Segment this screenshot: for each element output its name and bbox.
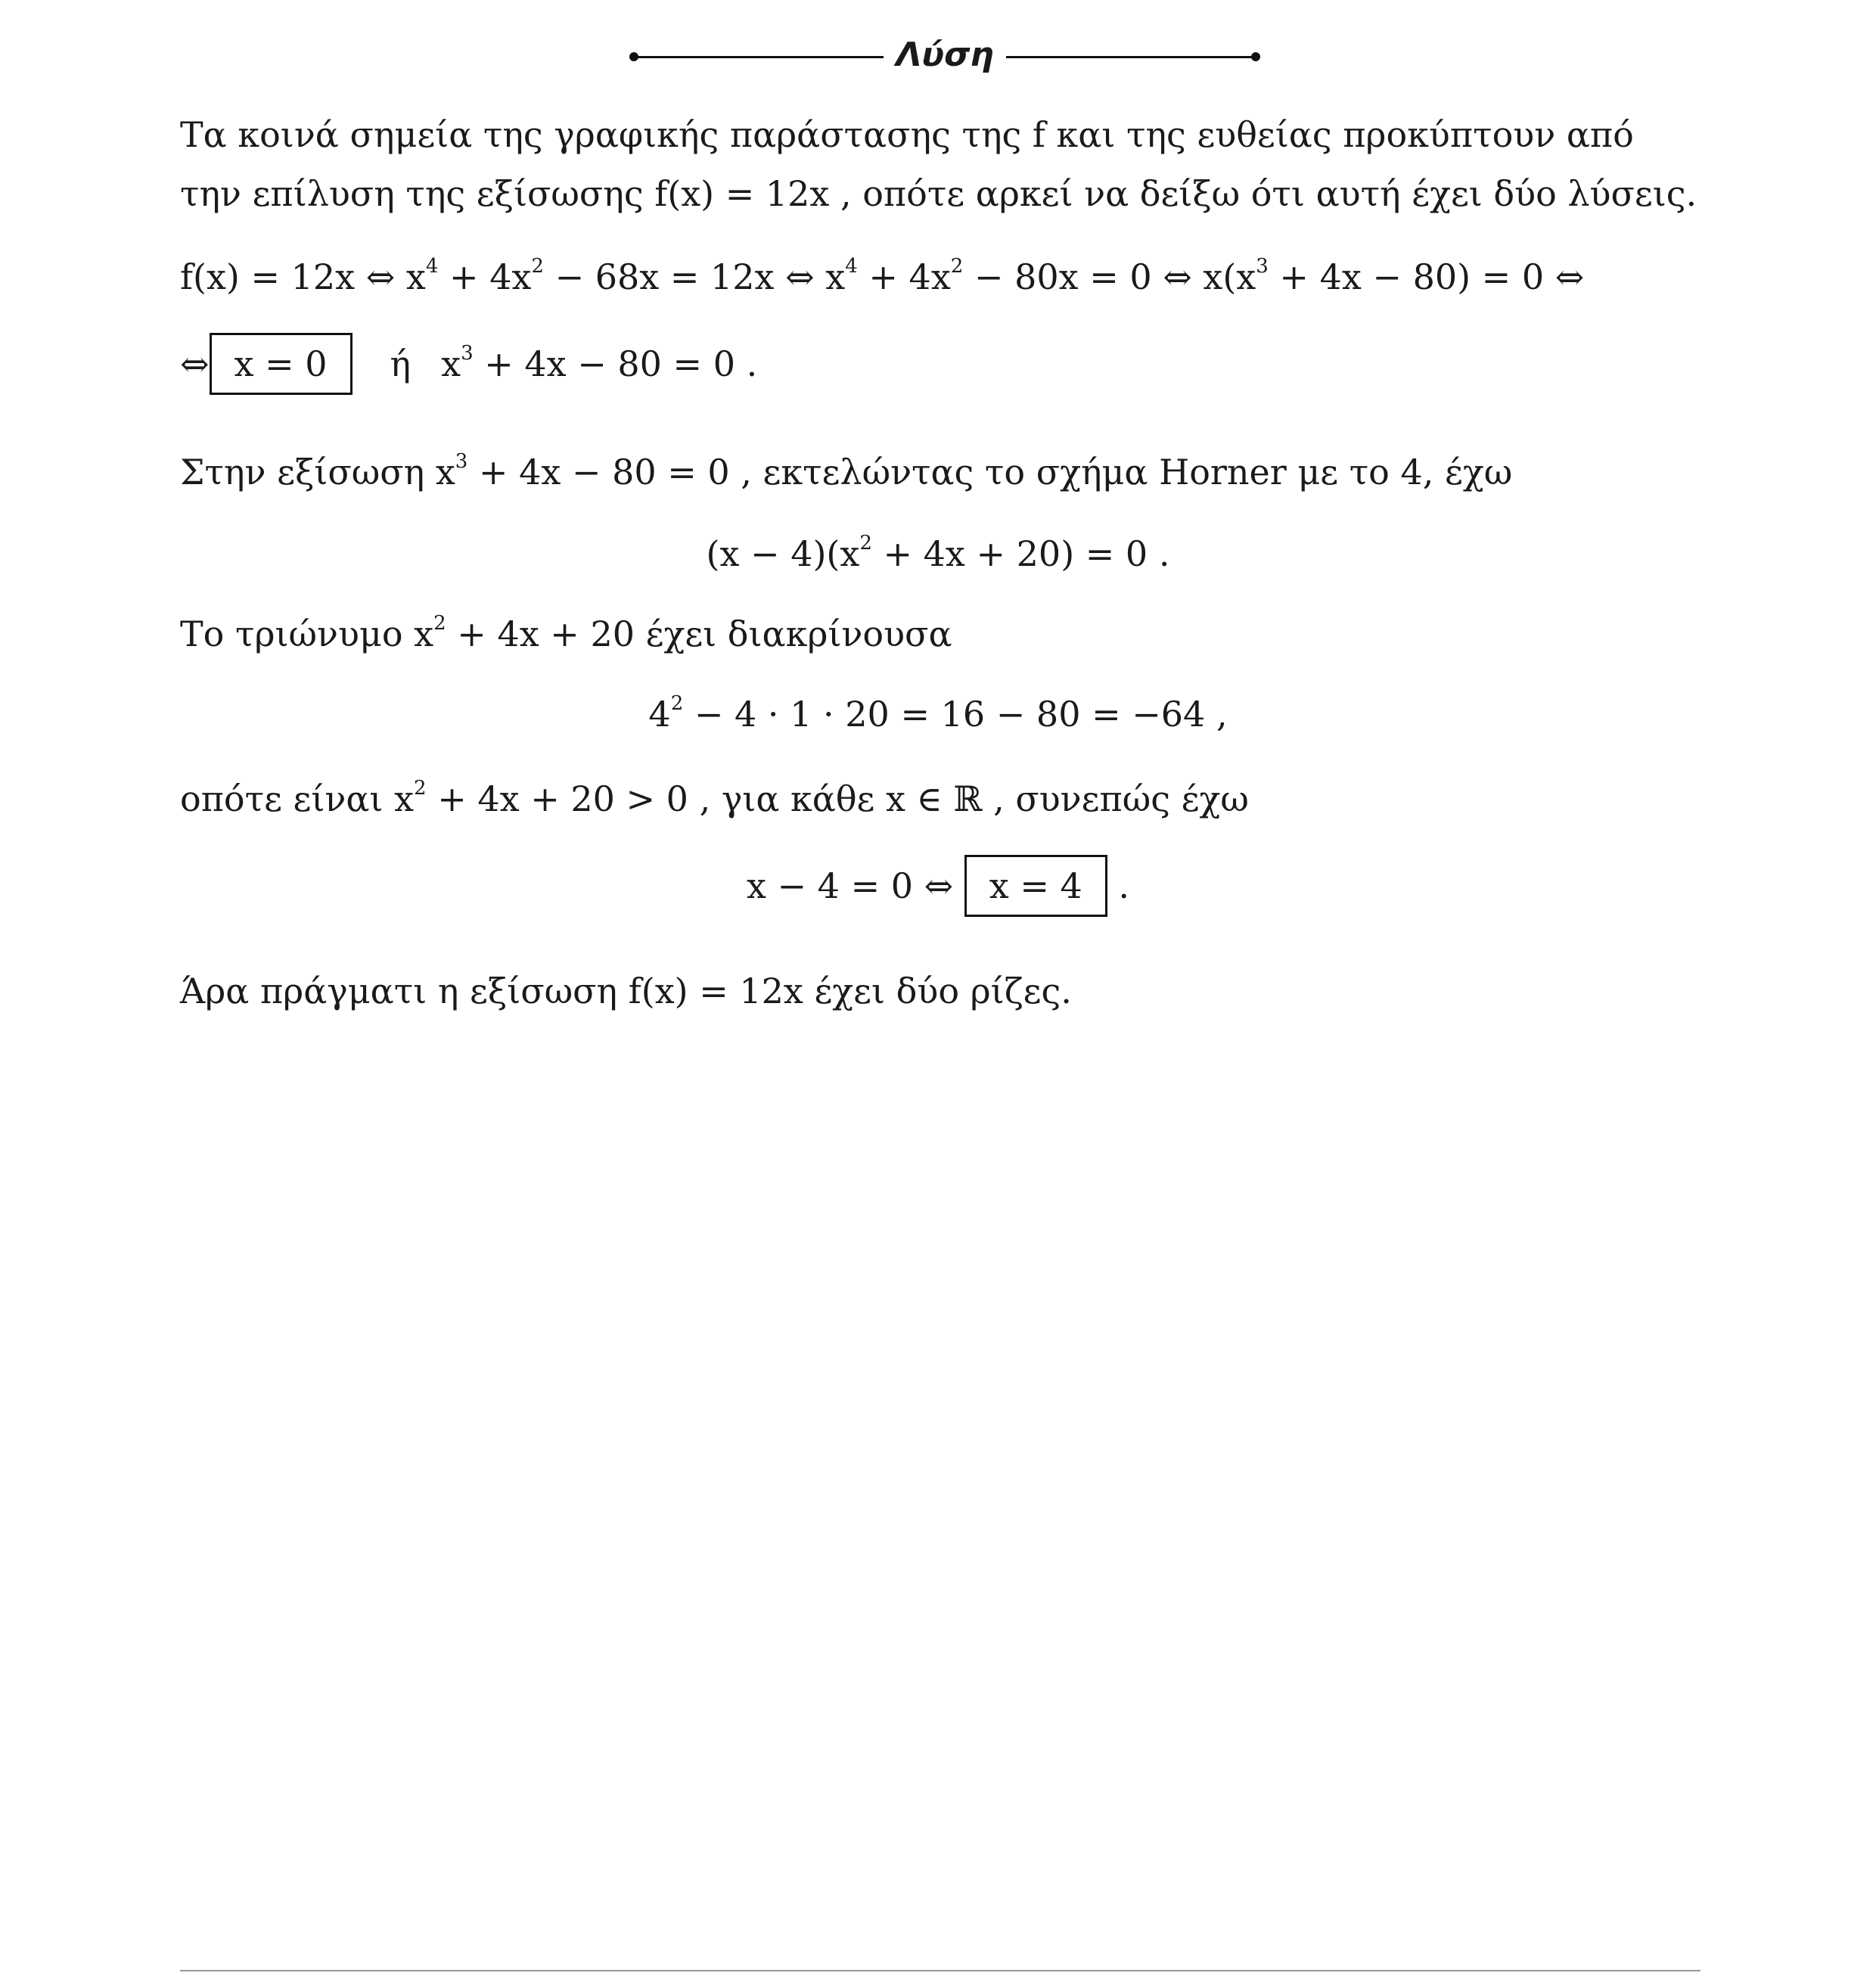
discriminant-equation bbox=[0, 691, 1876, 737]
footer-rule bbox=[180, 1970, 1701, 1971]
eq1-part-e: − 80x = 0 ⇔ x(x bbox=[963, 256, 1256, 297]
eq1-part-f: + 4x − 80) = 0 ⇔ bbox=[1268, 256, 1585, 297]
eq1-part-b: + 4x bbox=[438, 256, 532, 297]
factored-part-b: + 4x + 20) = 0 . bbox=[871, 533, 1170, 574]
horner-line bbox=[180, 449, 1512, 495]
eq1-exp-c: 4 bbox=[845, 255, 858, 278]
intro-line-2: την επίλυση της εξίσωσης f(x) = 12x , οπότε αρκεί να δείξω ότι αυτή έχει δύο λύσεις. bbox=[180, 173, 1697, 214]
horner-exp: 3 bbox=[455, 450, 468, 473]
positive-part-b: + 4x + 20 > 0 , για κάθε x ∈ ℝ , συνεπώς έχω bbox=[426, 778, 1249, 819]
boxed-solution-four: x = 4 bbox=[964, 855, 1107, 917]
eq1-part-a: f(x) = 12x ⇔ x bbox=[180, 256, 426, 297]
header-right-dot bbox=[1251, 52, 1260, 61]
trinomial-part-b: + 4x + 20 έχει διακρίνουσα bbox=[446, 614, 952, 654]
disc-exp: 2 bbox=[670, 692, 684, 715]
header-left-rule bbox=[634, 56, 884, 58]
disc-part-a: 4 bbox=[648, 694, 671, 735]
eq1-exp-d: 2 bbox=[950, 255, 964, 278]
factored-part-a: (x − 4)(x bbox=[706, 533, 860, 574]
factored-equation bbox=[0, 531, 1876, 576]
factored-exp: 2 bbox=[859, 532, 872, 555]
section-title: Λύση bbox=[896, 36, 994, 74]
eq1-part-d: + 4x bbox=[857, 256, 951, 297]
eq1-part-c: − 68x = 12x ⇔ x bbox=[543, 256, 846, 297]
boxed-solution-zero: x = 0 bbox=[210, 333, 353, 395]
section-header bbox=[0, 29, 1876, 89]
positive-line bbox=[180, 776, 1249, 822]
equation-line-1 bbox=[180, 254, 1584, 300]
positive-exp: 2 bbox=[414, 777, 427, 800]
eq2-exp-a: 3 bbox=[461, 342, 474, 365]
horner-part-b: + 4x − 80 = 0 , εκτελώντας το σχήμα Horner με το 4, έχω bbox=[467, 452, 1513, 492]
final-part-a: x − 4 = 0 ⇔ bbox=[746, 865, 954, 906]
intro-line-1: Τα κοινά σημεία της γραφικής παράστασης της f και της ευθείας προκύπτουν από bbox=[180, 114, 1634, 155]
trinomial-line bbox=[180, 611, 952, 657]
eq1-exp-b: 2 bbox=[531, 255, 544, 278]
eq2-part-a: x bbox=[441, 343, 461, 384]
trinomial-part-a: Το τριώνυμο x bbox=[180, 614, 434, 654]
final-equation bbox=[0, 855, 1876, 917]
eq1-exp-e: 3 bbox=[1256, 255, 1269, 278]
eq2-part-b: + 4x − 80 = 0 . bbox=[473, 343, 758, 384]
header-right-rule bbox=[1006, 56, 1256, 58]
disc-part-b: − 4 · 1 · 20 = 16 − 80 = −64 , bbox=[683, 694, 1228, 735]
eq1-exp-a: 4 bbox=[425, 255, 439, 278]
conclusion-line: Άρα πράγματι η εξίσωση f(x) = 12x έχει δύο ρίζες. bbox=[180, 971, 1072, 1011]
horner-part-a: Στην εξίσωση x bbox=[180, 452, 455, 492]
positive-part-a: οπότε είναι x bbox=[180, 778, 415, 819]
eq2-or: ή bbox=[390, 343, 412, 384]
final-part-b: . bbox=[1107, 865, 1130, 906]
trinomial-exp: 2 bbox=[433, 612, 446, 635]
eq2-prefix: ⇔ bbox=[180, 343, 210, 384]
equation-line-2 bbox=[180, 333, 757, 395]
